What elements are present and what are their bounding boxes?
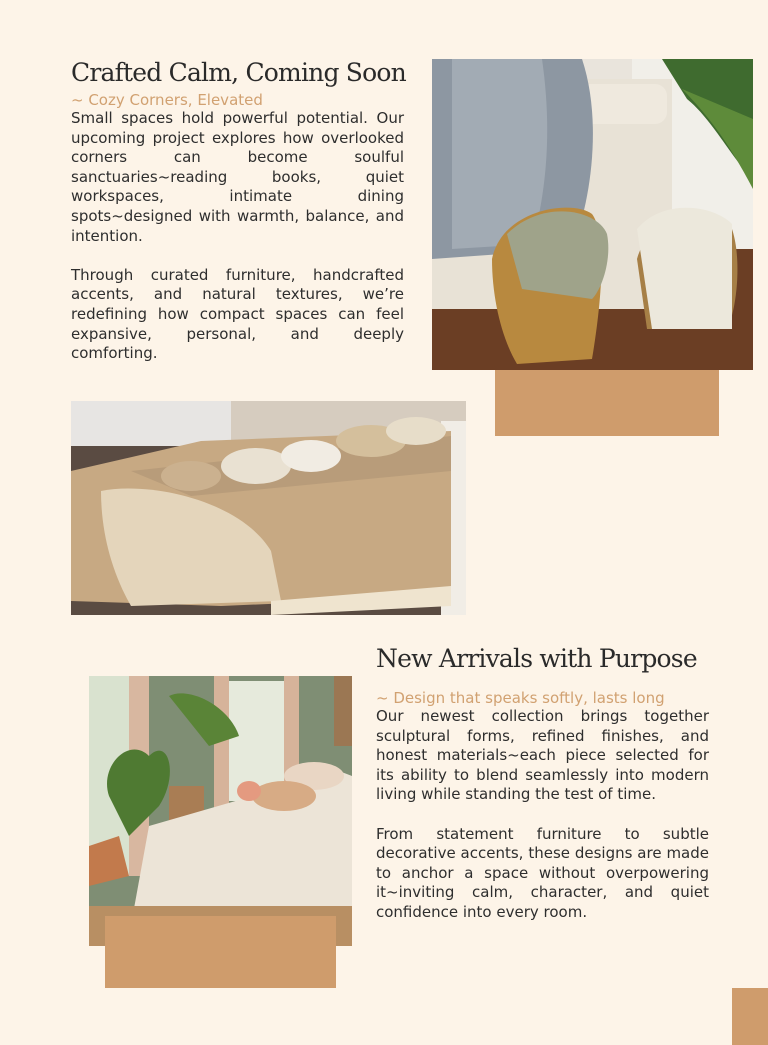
- photo-bedroom-plants: [89, 676, 352, 946]
- section-paragraph: Through curated furniture, handcrafted accents, and natural textures, we’re redefining how compact spaces can feel expansive, personal, and deeply comforting.: [71, 265, 404, 363]
- photo-blanket-baskets: [432, 59, 753, 370]
- photo-bed-pillows: [71, 401, 466, 615]
- section-crafted-calm: [71, 58, 404, 364]
- corner-accent-block: [732, 988, 768, 1045]
- section-paragraph: Our newest collection brings together sculptural forms, refined finishes, and honest materials~each piece selected for its ability to blend seamlessly into modern living while standing the test of time.: [376, 707, 709, 804]
- accent-block: [495, 368, 719, 436]
- accent-block: [105, 916, 336, 988]
- section-subtitle: ~ Design that speaks softly, lasts long: [376, 689, 665, 707]
- section-paragraph: From statement furniture to subtle decorative accents, these designs are made to anchor a space without overpowering it~inviting calm, character, and quiet confidence into every room.: [376, 824, 709, 921]
- section-new-arrivals: [376, 644, 709, 923]
- section-subtitle: ~ Cozy Corners, Elevated: [71, 91, 263, 109]
- section-paragraph: Small spaces hold powerful potential. Our upcoming project explores how overlooked corners can become soulful sanctuaries~reading books, quiet workspaces, intimate dining spots~designed with warmth, balance, and intention.: [71, 109, 404, 245]
- section-title: Crafted Calm, Coming Soon: [71, 58, 406, 87]
- section-title: New Arrivals with Purpose: [376, 644, 697, 673]
